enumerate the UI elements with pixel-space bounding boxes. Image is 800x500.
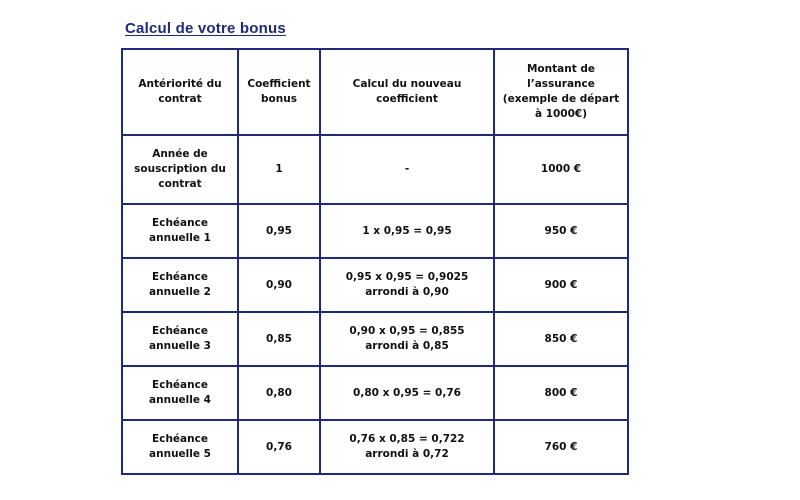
cell-calcul: 0,80 x 0,95 = 0,76 [320,366,494,420]
cell-montant: 760 € [494,420,628,474]
cell-montant: 1000 € [494,135,628,204]
table-row [122,258,628,312]
cell-anteriorite: Echéance annuelle 4 [122,366,238,420]
cell-coefficient: 0,80 [238,366,320,420]
cell-anteriorite: Echéance annuelle 2 [122,258,238,312]
cell-calcul: 1 x 0,95 = 0,95 [320,204,494,258]
cell-anteriorite: Echéance annuelle 3 [122,312,238,366]
cell-coefficient: 0,90 [238,258,320,312]
cell-calcul: 0,90 x 0,95 = 0,855 arrondi à 0,85 [320,312,494,366]
cell-calcul: 0,95 x 0,95 = 0,9025 arrondi à 0,90 [320,258,494,312]
header-montant: Montant de l’assurance (exemple de départ à 1000€) [494,49,628,135]
page-title: Calcul de votre bonus [125,20,286,37]
cell-montant: 950 € [494,204,628,258]
cell-anteriorite: Echéance annuelle 1 [122,204,238,258]
table-row [122,204,628,258]
header-coefficient: Coefficient bonus [238,49,320,135]
bonus-table [121,48,629,475]
cell-coefficient: 1 [238,135,320,204]
cell-coefficient: 0,76 [238,420,320,474]
table-row [122,420,628,474]
cell-anteriorite: Echéance annuelle 5 [122,420,238,474]
table-row [122,312,628,366]
table-header-row [122,49,628,135]
table-row [122,135,628,204]
header-anteriorite: Antériorité du contrat [122,49,238,135]
cell-calcul: - [320,135,494,204]
cell-montant: 800 € [494,366,628,420]
cell-coefficient: 0,95 [238,204,320,258]
cell-montant: 900 € [494,258,628,312]
header-calcul: Calcul du nouveau coefficient [320,49,494,135]
cell-montant: 850 € [494,312,628,366]
cell-calcul: 0,76 x 0,85 = 0,722 arrondi à 0,72 [320,420,494,474]
cell-anteriorite: Année de souscription du contrat [122,135,238,204]
table-row [122,366,628,420]
cell-coefficient: 0,85 [238,312,320,366]
